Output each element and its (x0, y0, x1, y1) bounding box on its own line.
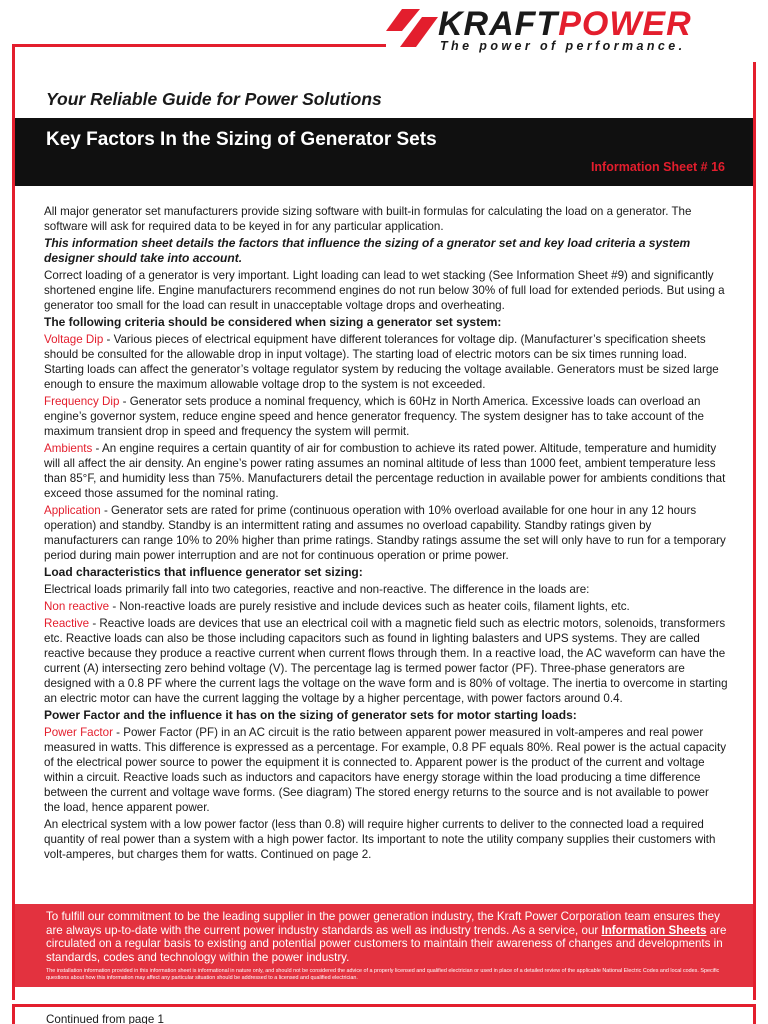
criteria-heading: The following criteria should be considered when sizing a generator set system: (44, 315, 502, 329)
footer-disclaimer: The installation information provided in this information sheet is informational in nature only, and should not be considered the advice of a properly licensed and qualified electrician or used in place of a detailed review of the applicable National Electric Codes and local codes. Specific questions about how this information may affect any particular situation should be addressed to a licensed and qualified electrician. (46, 968, 720, 981)
footer-band (15, 904, 753, 987)
pf-heading: Power Factor and the influence it has on the sizing of generator sets for motor starting loads: (44, 708, 577, 722)
criterion-ambients (44, 441, 728, 501)
criterion-term: Voltage Dip (44, 333, 104, 346)
footer-text-before: To fulfill our commitment to be the leading supplier in the power generation industry, the Kraft Power Corporation team ensures they are always up-to-date with the current power industry standards as well as industry trends. As a service, our (46, 910, 720, 937)
page2-frame-top-rule (12, 1004, 756, 1007)
closing-paragraph: An electrical system with a low power factor (less than 0.8) will require higher currents to deliver to the connected load a required quantity of real power than a system with a high power factor. Its important to note the utility company supplies their customers with volt-amperes, but charges them for watts. Continued on page 2. (44, 818, 716, 861)
logo-slogan: The power of performance. (440, 39, 686, 53)
criterion-term: Frequency Dip (44, 395, 120, 408)
page2-frame-left-rule (12, 1004, 15, 1024)
title-bar (15, 118, 753, 186)
lead-paragraph: This information sheet details the factors that influence the sizing of a gnerator set and key load criteria a system designer should take into account. (44, 236, 691, 265)
logo-slash-icon (386, 9, 438, 49)
sheet-number: Information Sheet # 16 (590, 160, 725, 174)
criterion-application (44, 503, 728, 563)
criterion-term: Application (44, 504, 101, 517)
criterion-text: - An engine requires a certain quantity of air for combustion to achieve its rated power. Altitude, temperature and humidity will all affect the air density. An engine’s power rating assumes an nominal altitude of less than 1000 feet, ambient temperature less than 85°F, and humidity less than 75%. Manufacturers detail the percentage reduction in available power for ambients conditions that exceed those assumed for the nominal rating. (44, 442, 726, 500)
criterion-term: Ambients (44, 442, 93, 455)
load-term: Reactive (44, 617, 90, 630)
tagline: Your Reliable Guide for Power Solutions (46, 89, 382, 109)
continued-note: Continued from page 1 (46, 1013, 164, 1024)
load-non-reactive (44, 599, 728, 614)
load-term: Non reactive (44, 600, 110, 613)
information-sheets-link[interactable]: Information Sheets (601, 923, 707, 937)
footer-text (46, 910, 736, 964)
intro-paragraph: All major generator set manufacturers provide sizing software with built-in formulas for calculating the load on a generator. The software will ask for required data to be keyed in for any particular application. (44, 205, 692, 233)
criterion-text: - Various pieces of electrical equipment have different tolerances for voltage dip. (Manufacturer’s specification sheets should be consulted for the allowable drop in input voltage). The starting load of electric motors can be six times running load. Starting loads can affect the generator’s voltage regulator system by reducing the voltage available. Generators must be sized large enough to ensure the maximum allowable voltage drop to the system is not exceeded. (44, 333, 719, 391)
load-heading: Load characteristics that influence generator set sizing: (44, 565, 363, 579)
loading-paragraph: Correct loading of a generator is very important. Light loading can lead to wet stacking (See Information Sheet #9) and significantly shortened engine life. Engine manufacturers recommend engines do not run below 30% of full load for extended periods. But using a generator too small for the load can result in unacceptable voltage drops and overheating. (44, 269, 725, 312)
kraftpower-logo (386, 6, 746, 56)
frame-right-rule (753, 62, 756, 1000)
article-body (44, 204, 728, 864)
page2-frame-right-rule (753, 1004, 756, 1024)
criterion-text: - Generator sets produce a nominal frequency, which is 60Hz in North America. Excessive loads can overload an engine’s governor system, reduce engine speed and hence generator frequency. The system designer has to take account of the maximum transient drop in speed and frequency the system will permit. (44, 395, 704, 438)
footer-text-after: are circulated on a regular basis to existing and potential power customers to maintain their awareness of changes and developments in standards, codes and technology within the power industry. (46, 923, 727, 964)
criterion-voltage-dip (44, 332, 728, 392)
frame-left-rule (12, 44, 15, 1000)
criterion-text: - Generator sets are rated for prime (continuous operation with 10% overload available for one hour in any 12 hours operation) and standby. Standby is an intermittent rating and assumes no overload capability. Standby ratings given by manufacturers can range 10% to 20% higher than prime ratings. Standby ratings assume the set will only have to run for a temporary period during main power interruption and are not for continuous operation or prime power. (44, 504, 726, 562)
logo-wordmark: KRAFTPOWER (438, 5, 692, 43)
pf-text: - Power Factor (PF) in an AC circuit is the ratio between apparent power measured in volt-amperes and real power measured in watts. This difference is expressed as a percentage. For example, 0.8 PF equals 80%. Real power is the actual capacity of the electrical power source to power the equipment it is connected to. Apparent power is the product of the current and voltage within a circuit. Reactive loads such as inductors and capacitors have energy storage within the load producing a time difference between the current and voltage wave forms. (See diagram) The stored energy returns to the source and is not available to power the load, hence apparent power. (44, 726, 727, 814)
page-title: Key Factors In the Sizing of Generator Sets (46, 129, 437, 150)
power-factor-paragraph (44, 725, 728, 815)
load-reactive (44, 616, 728, 706)
load-text: - Non-reactive loads are purely resistive and include devices such as heater coils, filament lights, etc. (109, 600, 630, 613)
load-text: - Reactive loads are devices that use an electrical coil with a magnetic field such as electric motors, solenoids, transformers etc. Reactive loads can also be those including capacitors such as found in lighting balasters and UPS systems. They are called reactive because they produce a reactive current when current flows through them. In a reactive load, the AC waveform can have the current (A) intersecting zero behind voltage (V). The percentage lag is termed power factor (PF). Three-phase generators are designed with a 0.8 PF where the current lags the voltage on the wave form and is 80% of voltage. The inertia to overcome in starting an electric motor can have the current lagging the voltage by a higher percentage, with power factors around 0.4. (44, 617, 728, 705)
criterion-frequency-dip (44, 394, 728, 439)
load-intro: Electrical loads primarily fall into two categories, reactive and non-reactive. The difference in the loads are: (44, 583, 590, 596)
frame-top-rule (12, 44, 388, 47)
pf-term: Power Factor (44, 726, 113, 739)
